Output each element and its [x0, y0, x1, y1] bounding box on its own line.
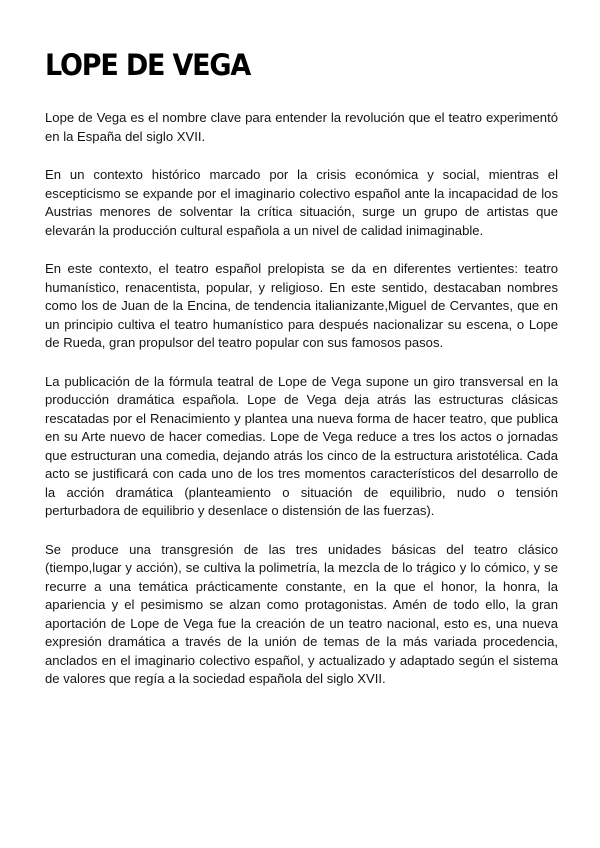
- document-body: [45, 109, 558, 689]
- document-page: [45, 48, 558, 709]
- paragraph-lope-formula: La publicación de la fórmula teatral de Lope de Vega supone un giro transversal en la producción dramática española. Lope de Vega deja atrás las estructuras clásicas rescatadas por el Renacimiento y plantea una nueva forma de hacer teatro, que publica en su Arte nuevo de hacer comedias. Lope de Vega reduce a tres los actos o jornadas que estructuran una comedia, dejando atrás los cinco de la estructura aristotélica. Cada acto se justificará con cada uno de los tres momentos característicos del desarrollo de la acción dramática (planteamiento o situación de equilibrio, nudo o tensión perturbadora de equilibrio y desenlace o distensión de las fuerzas).: [45, 373, 558, 518]
- paragraph-intro: Lope de Vega es el nombre clave para entender la revolución que el teatro experimentó en la España del siglo XVII.: [45, 110, 558, 144]
- paragraph-historical-context: En un contexto histórico marcado por la crisis económica y social, mientras el escepticismo se expande por el imaginario colectivo español ante la incapacidad de los Austrias menores de solventar la crítica situación, surge un grupo de artistas que elevarán la producción cultural española a un nivel de calidad inimaginable.: [45, 167, 558, 238]
- paragraph-prelopista-theatre: En este contexto, el teatro español prelopista se da en diferentes vertientes: teatro humanístico, renacentista, popular, y religioso. En este sentido, destacaban nombres como los de Juan de la Encina, de tendencia italianizante,Miguel de Cervantes, que en un principio cultiva el teatro humanístico para después nacionalizar su escena, o Lope de Rueda, gran propulsor del teatro popular con sus famosos pasos.: [45, 261, 558, 350]
- document-title: LOPE DE VEGA: [45, 49, 251, 83]
- paragraph-transgression: Se produce una transgresión de las tres unidades básicas del teatro clásico (tiempo,lugar y acción), se cultiva la polimetría, la mezcla de lo trágico y lo cómico, y se recurre a una temática prácticamente constante, en la que el honor, la honra, la apariencia y el pesimismo se alzan como protagonistas. Amén de todo ello, la gran aportación de Lope de Vega fue la creación de un teatro nacional, esto es, una nueva expresión dramática a través de la unión de temas de la más variada procedencia, anclados en el imaginario colectivo español, y actualizado y adaptado según el sistema de valores que regía a la sociedad española del siglo XVII.: [45, 541, 558, 686]
